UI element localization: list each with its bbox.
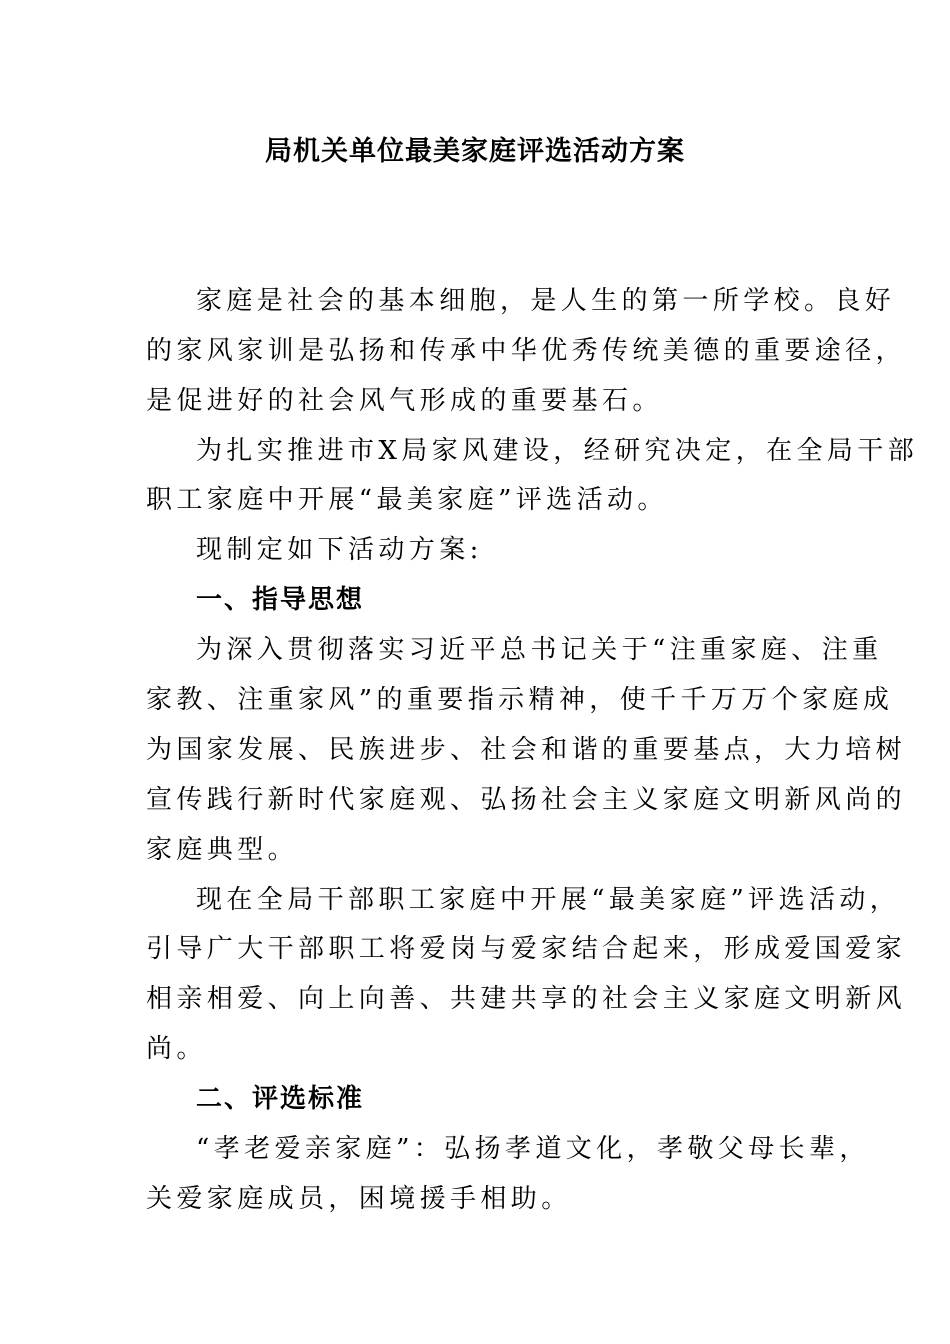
paragraph-line: 为深入贯彻落实习近平总书记关于“注重家庭、注重 [196, 635, 883, 665]
paragraph-line: 是促进好的社会风气形成的重要基石。 [146, 386, 663, 416]
document-title: 局机关单位最美家庭评选活动方案 [265, 136, 685, 167]
paragraph-line: 相亲相爱、向上向善、共建共享的社会主义家庭文明新风 [146, 984, 907, 1014]
paragraph-line: 职工家庭中开展“最美家庭”评选活动。 [146, 485, 668, 515]
paragraph-line: “孝老爱亲家庭”：弘扬孝道文化，孝敬父母长辈， [196, 1134, 870, 1164]
paragraph-line: 的家风家训是弘扬和传承中华优秀传统美德的重要途径， [146, 336, 907, 366]
paragraph-line: 宣传践行新时代家庭观、弘扬社会主义家庭文明新风尚的 [146, 785, 907, 815]
section-heading: 一、指导思想 [196, 585, 365, 615]
paragraph-line: 引导广大干部职工将爱岗与爱家结合起来，形成爱国爱家 [146, 934, 907, 964]
paragraph-line: 现制定如下活动方案: [196, 535, 483, 565]
paragraph-line: 现在全局干部职工家庭中开展“最美家庭”评选活动， [196, 885, 901, 915]
section-heading: 二、评选标准 [196, 1084, 365, 1114]
paragraph-line: 为扎实推进市X局家风建设，经研究决定，在全局干部 [196, 436, 919, 466]
paragraph-line: 关爱家庭成员，困境援手相助。 [146, 1184, 572, 1214]
paragraph-line: 尚。 [146, 1034, 207, 1064]
paragraph-line: 家庭典型。 [146, 835, 299, 865]
paragraph-line: 为国家发展、民族进步、社会和谐的重要基点，大力培树 [146, 735, 907, 765]
paragraph-line: 家庭是社会的基本细胞，是人生的第一所学校。良好 [196, 286, 896, 316]
paragraph-line: 家教、注重家风”的重要指示精神，使千千万万个家庭成 [146, 685, 894, 715]
